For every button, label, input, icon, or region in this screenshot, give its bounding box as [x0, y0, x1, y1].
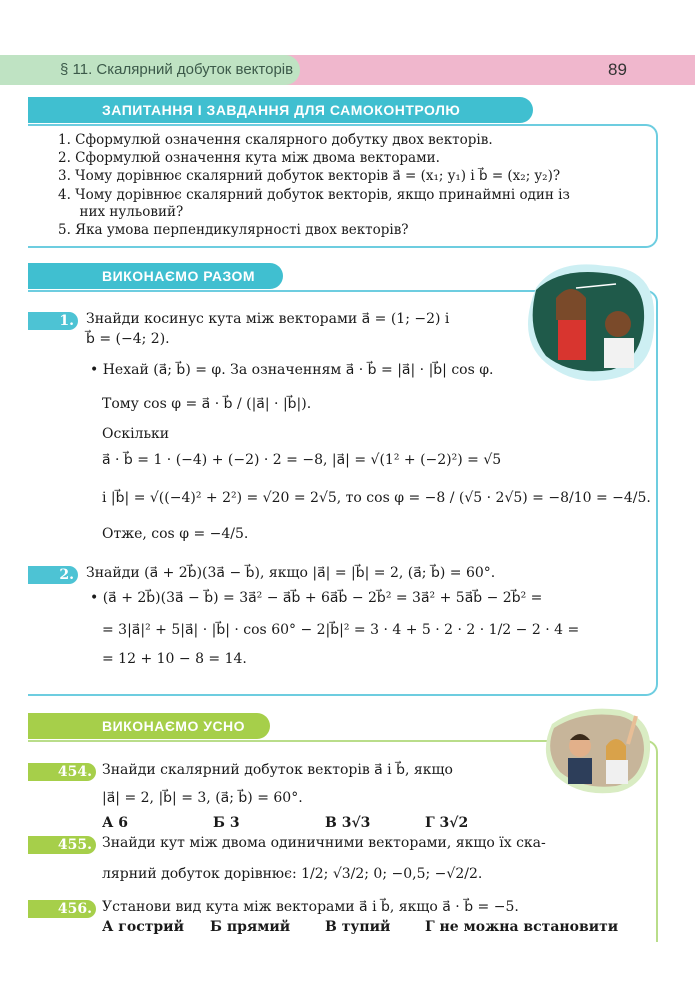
- self-control-banner: ЗАПИТАННЯ І ЗАВДАННЯ ДЛЯ САМОКОНТРОЛЮ: [28, 97, 533, 123]
- exercise-2-number: 2.: [28, 566, 78, 584]
- self-control-item-2: 2. Сформулюй означення кута між двома векторами.: [58, 150, 440, 166]
- exercise-1-solution-2: Тому cos φ = a⃗ · b⃗ / (|a⃗| · |b⃗|).: [102, 396, 312, 412]
- exercise-2-solution-1: • (a⃗ + 2b⃗)(3a⃗ − b⃗) = 3a⃗² − a⃗b⃗ + 6a⃗b⃗ − 2b⃗² = 3a⃗² + 5a⃗b⃗ − 2b⃗² =: [90, 590, 543, 606]
- page-number: 89: [608, 60, 627, 79]
- exercise-456-answer-a: А гострий: [102, 919, 184, 935]
- exercise-1-number: 1.: [28, 312, 78, 330]
- self-control-item-4-cont: них нульовий?: [58, 204, 184, 220]
- exercise-454-answer-v: В 3√3: [325, 815, 371, 831]
- exercise-2-solution-2: = 3|a⃗|² + 5|a⃗| · |b⃗| · cos 60° − 2|b⃗|² = 3 · 4 + 5 · 2 · 2 · 1/2 − 2 · 4 =: [102, 622, 580, 638]
- exercise-1-line-1: Знайди косинус кута між векторами a⃗ = (1; −2) і: [86, 311, 450, 327]
- exercise-1-solution-3: Оскільки: [102, 426, 170, 442]
- exercise-456-answer-b: Б прямий: [210, 919, 291, 935]
- exercise-454-answer-b: Б 3: [213, 815, 240, 831]
- exercise-454-answer-g: Г 3√2: [425, 815, 469, 831]
- exercise-454-line-2: |a⃗| = 2, |b⃗| = 3, (a⃗; b⃗) = 60°.: [102, 790, 303, 806]
- exercise-455-line-1: Знайди кут між двома одиничними векторами, якщо їх ска-: [102, 835, 546, 851]
- exercise-454-line-1: Знайди скалярний добуток векторів a⃗ і b⃗, якщо: [102, 762, 453, 778]
- self-control-item-4: 4. Чому дорівнює скалярний добуток векторів, якщо принаймні один із: [58, 187, 570, 203]
- exercise-454-number: 454.: [28, 763, 96, 781]
- exercise-456-number: 456.: [28, 900, 96, 918]
- exercise-456-answer-v: В тупий: [325, 919, 391, 935]
- teacher-photo-illustration: [516, 258, 658, 388]
- exercise-1-solution-6: Отже, cos φ = −4/5.: [102, 526, 249, 542]
- exercise-456-answer-g: Г не можна встановити: [425, 919, 619, 935]
- self-control-item-1: 1. Сформулюй означення скалярного добутку двох векторів.: [58, 132, 493, 148]
- section-title: § 11. Скалярний добуток векторів: [60, 61, 294, 78]
- exercise-454-answer-a: А 6: [102, 815, 129, 831]
- self-control-item-3: 3. Чому дорівнює скалярний добуток векторів a⃗ = (x₁; y₁) і b⃗ = (x₂; y₂)?: [58, 168, 561, 184]
- exercise-1-line-2: b⃗ = (−4; 2).: [86, 331, 170, 347]
- exercise-2-solution-3: = 12 + 10 − 8 = 14.: [102, 651, 247, 667]
- exercise-455-line-2: лярний добуток дорівнює: 1/2; √3/2; 0; −0,5; −√2/2.: [102, 866, 483, 882]
- exercise-1-solution-4: a⃗ · b⃗ = 1 · (−4) + (−2) · 2 = −8, |a⃗| = √(1² + (−2)²) = √5: [102, 452, 502, 468]
- students-photo-illustration: [540, 704, 655, 796]
- together-banner: ВИКОНАЄМО РАЗОМ: [28, 263, 283, 289]
- exercise-455-number: 455.: [28, 836, 96, 854]
- oral-banner: ВИКОНАЄМО УСНО: [28, 713, 270, 739]
- exercise-1-solution-1: • Нехай (a⃗; b⃗) = φ. За означенням a⃗ · b⃗ = |a⃗| · |b⃗| cos φ.: [90, 362, 494, 378]
- exercise-456-line-1: Установи вид кута між векторами a⃗ і b⃗, якщо a⃗ · b⃗ = −5.: [102, 899, 519, 915]
- exercise-2-line-1: Знайди (a⃗ + 2b⃗)(3a⃗ − b⃗), якщо |a⃗| = |b⃗| = 2, (a⃗; b⃗) = 60°.: [86, 565, 496, 581]
- self-control-item-5: 5. Яка умова перпендикулярності двох векторів?: [58, 222, 409, 238]
- exercise-1-solution-5: і |b⃗| = √((−4)² + 2²) = √20 = 2√5, то cos φ = −8 / (√5 · 2√5) = −8/10 = −4/5.: [102, 490, 651, 506]
